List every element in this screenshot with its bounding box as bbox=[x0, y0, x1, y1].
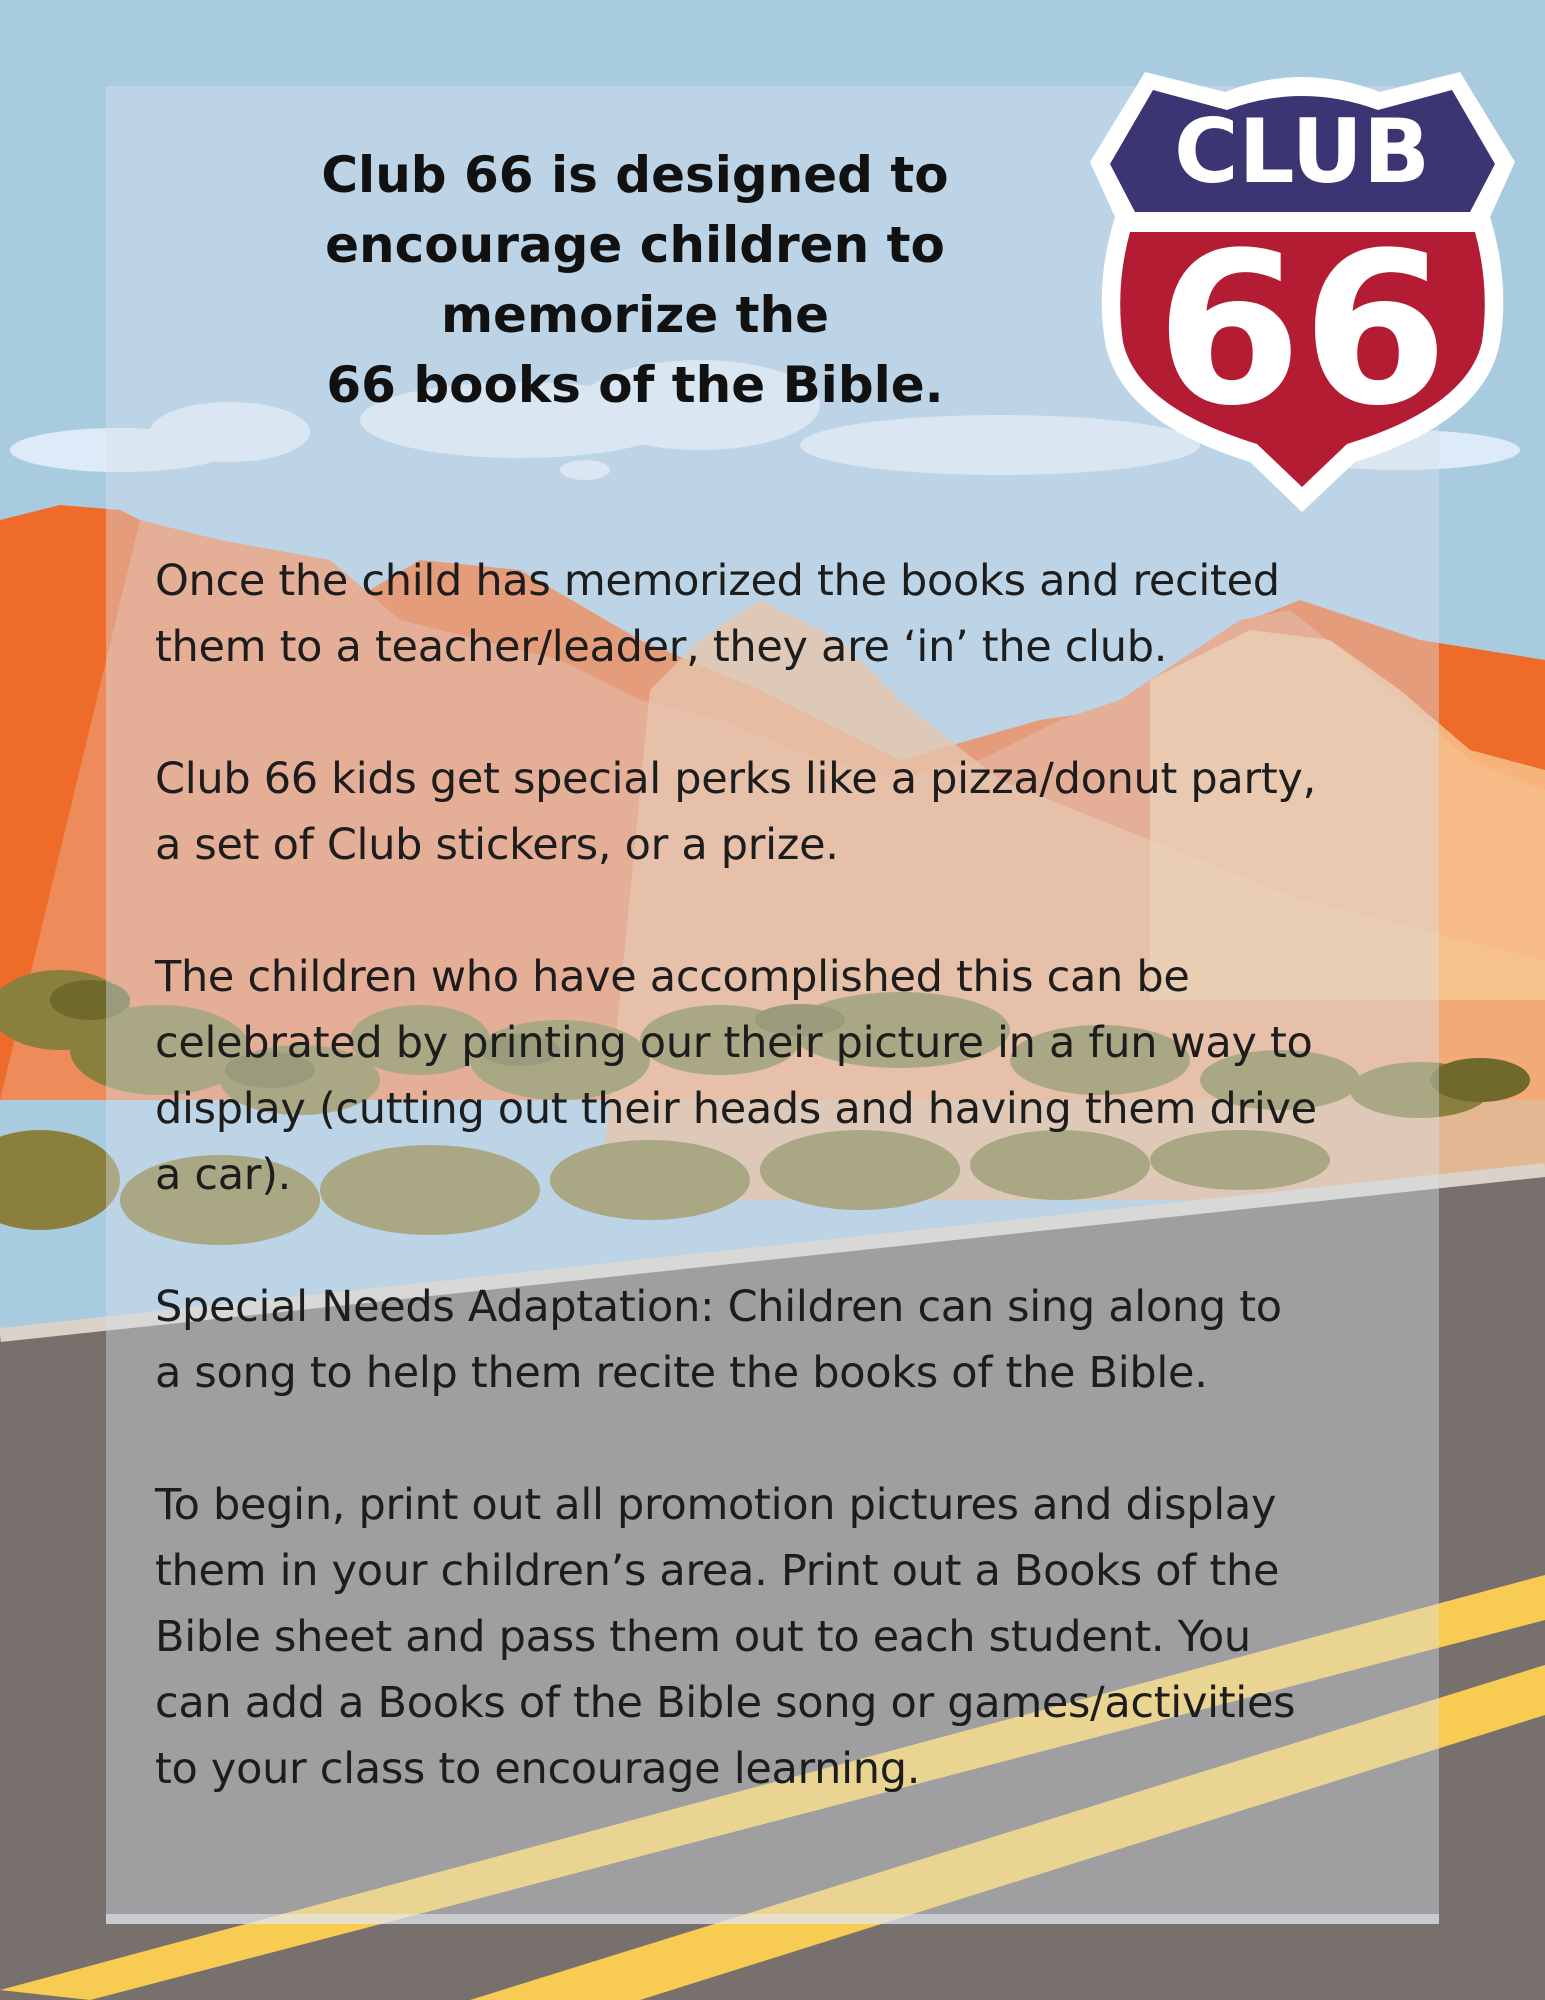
paragraph-getting-started bbox=[155, 1472, 1420, 1802]
text-line: Special Needs Adaptation: Children can sing along to bbox=[155, 1282, 1282, 1332]
paragraph-special-needs bbox=[155, 1274, 1420, 1406]
text-line: a car). bbox=[155, 1150, 292, 1200]
text-line: Once the child has memorized the books and recited bbox=[155, 556, 1280, 606]
headline bbox=[300, 140, 970, 420]
text-line: them to a teacher/leader, they are ‘in’ the club. bbox=[155, 622, 1168, 672]
paragraph-club-membership bbox=[155, 548, 1420, 680]
text-line: The children who have accomplished this can be bbox=[155, 952, 1190, 1002]
text-line: a set of Club stickers, or a prize. bbox=[155, 820, 839, 870]
badge-top-text: CLUB bbox=[1173, 100, 1431, 203]
text-line: Bible sheet and pass them out to each student. You bbox=[155, 1612, 1251, 1662]
text-line: can add a Books of the Bible song or games/activities bbox=[155, 1678, 1296, 1728]
body-text bbox=[155, 548, 1420, 1868]
text-line: display (cutting out their heads and having them drive bbox=[155, 1084, 1317, 1134]
badge-number: 66 bbox=[1155, 207, 1449, 452]
text-line: celebrated by printing our their picture in a fun way to bbox=[155, 1018, 1313, 1068]
headline-line: 66 books of the Bible. bbox=[326, 356, 944, 414]
paragraph-celebration bbox=[155, 944, 1420, 1208]
text-line: a song to help them recite the books of the Bible. bbox=[155, 1348, 1208, 1398]
text-line: To begin, print out all promotion pictures and display bbox=[155, 1480, 1277, 1530]
headline-line: encourage children to bbox=[325, 216, 945, 274]
headline-line: Club 66 is designed to bbox=[321, 146, 949, 204]
headline-line: memorize the bbox=[440, 286, 830, 344]
text-line: to your class to encourage learning. bbox=[155, 1744, 921, 1794]
text-line: them in your children’s area. Print out a Books of the bbox=[155, 1546, 1280, 1596]
text-line: Club 66 kids get special perks like a pizza/donut party, bbox=[155, 754, 1316, 804]
club-66-shield-logo bbox=[1085, 52, 1520, 522]
paragraph-perks bbox=[155, 746, 1420, 878]
